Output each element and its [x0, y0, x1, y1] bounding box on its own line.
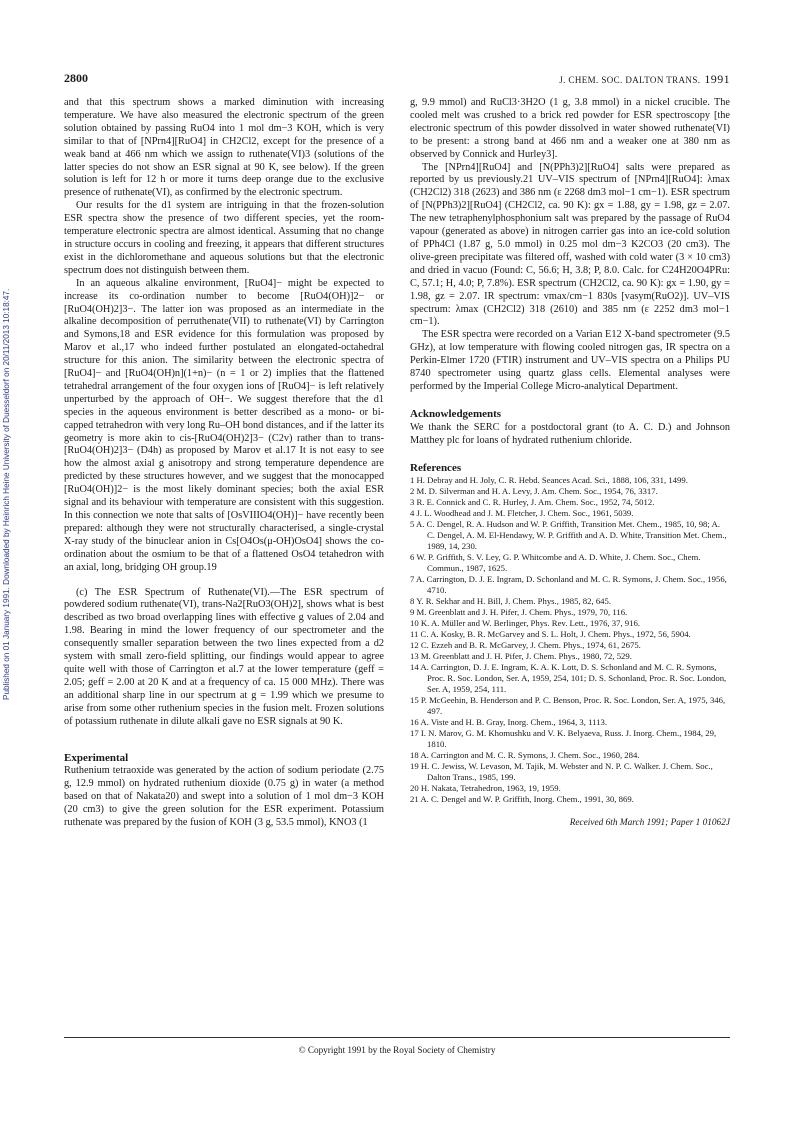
paragraph: and that this spectrum shows a marked diminution with increasing temperature. We have also measured the electronic spectrum of the green solution obtained by passing RuO4 into 1 mol dm−3 KOH, which is very similar to that of [NPrn4][RuO4] in CH2Cl2, except for the presence of a weak band at 466 nm which we assign to ruthenate(VI)3 (solutions of the latter species do not show an ESR signal at 90 K, see below). If the green solution is left for 12 h or more it turns deep orange due to the exclusive presence of ruthenate(VI), as confirmed by the electronic spectrum. — [64, 97, 384, 199]
experimental-heading: Experimental — [64, 751, 129, 764]
journal-title — [559, 72, 730, 87]
left-column — [64, 97, 384, 830]
paragraph: (c) The ESR Spectrum of Ruthenate(VI).—The ESR spectrum of powdered sodium ruthenate(VI), trans-Na2[RuO3(OH)2], shows what is best described as two broad overlapping lines with effective g values of 2.04 and 1.98. Bearing in mind the lower frequency of our spectrometer and the consequently smaller separation between the two lines expected from a d2 system with small zero-field splitting, our findings would appear to agree quite well with those of Carrington et al.7 at the lower temperature (geff = 2.05; geff = 2.00 at 20 K and at a frequency of ca. 15 000 MHz). There was an additional sharp line in our spectrum at g = 1.99 which we presume to arise from some other ruthenium species in the fusion melt. Frozen solutions of potassium ruthenate in dilute alkali gave no ESR signals at 90 K. — [64, 586, 384, 727]
download-stamp: Published on 01 January 1991. Downloaded by Heinrich Heine University of Duesseldorf on 20/11/2013 10:18:47. — [2, 288, 11, 700]
reference-list — [410, 475, 730, 805]
reference-item: 16 A. Viste and H. B. Gray, Inorg. Chem., 1964, 3, 1113. — [410, 717, 608, 728]
paragraph: The [NPrn4][RuO4] and [N(PPh3)2][RuO4] salts were prepared as reported by us previously.21 UV–VIS spectrum of [NPrn4][RuO4]: λmax (CH2Cl2) 318 (2623) and 386 nm (ε 2268 dm3 mol−1 cm−1). ESR spectrum of [N(PPh3)2][RuO4] (CH2Cl2, ca. 90 K): gx = 1.88, gy = 1.98, gz = 2.07. The new tetraphenylphosphonium salt was prepared by the passage of RuO4 vapour (generated as above) in nitrogen carrier gas into an ice-cold solution of PPh4Cl (1.87 g, 5.0 mmol) in 0.25 mol dm−3 K2CO3 (20 cm3). The olive-green precipitate was filtered off, washed with cold water (3 × 10 cm3) and dried in vacuo (Found: C, 56.6; H, 3.8; P, 8.0. Calc. for C24H20O4PRu: C, 57.1; H, 4.0; P, 7.8%). ESR spectrum (CH2Cl2, ca. 90 K): gx = 1.90, gy = 1.98, gz = 2.07. IR spectrum: vmax/cm−1 830s [vasym(RuO2)]. UV–VIS spectrum: λmax (CH2Cl2) 318 (2610) and 385 nm (ε 2252 dm3 mol−1 cm−1). — [410, 161, 730, 328]
copyright-notice: © Copyright 1991 by the Royal Society of Chemistry — [298, 1045, 496, 1055]
received-line: Received 6th March 1991; Paper 1 01062J — [569, 818, 730, 829]
reference-item: 18 A. Carrington and M. C. R. Symons, J. Chem. Soc., 1960, 284. — [410, 750, 640, 761]
reference-item: 17 I. N. Marov, G. M. Khomushku and V. K. Belyaeva, Russ. J. Inorg. Chem., 1984, 29, 1810. — [410, 728, 717, 750]
page-number: 2800 — [64, 71, 88, 85]
acknowledgements-text: We thank the SERC for a postdoctoral grant (to A. C. D.) and Johnson Matthey plc for loans of hydrated ruthenium chloride. — [410, 421, 730, 446]
reference-item: 11 C. A. Kosky, B. R. McGarvey and S. L. Holt, J. Chem. Phys., 1972, 56, 5904. — [410, 629, 691, 640]
reference-item: 21 A. C. Dengel and W. P. Griffith, Inorg. Chem., 1991, 30, 869. — [410, 794, 634, 805]
reference-item: 1 H. Debray and H. Joly, C. R. Hebd. Seances Acad. Sci., 1888, 106, 331, 1499. — [410, 475, 688, 486]
reference-item: 5 A. C. Dengel, R. A. Hudson and W. P. Griffith, Transition Met. Chem., 1985, 10, 98; A. C. Dengel, A. M. El-Hendawy, W. P. Griffith and A. D. White, Transition Met. Chem., 1989, 14, 230. — [410, 519, 727, 552]
journal-year: 1991 — [704, 72, 730, 86]
reference-item: 19 H. C. Jewiss, W. Levason, M. Tajik, M. Webster and N. P. C. Walker. J. Chem. Soc., Dalton Trans., 1985, 199. — [410, 761, 713, 783]
page-header — [64, 71, 730, 87]
reference-item: 10 K. A. Müller and W. Berlinger, Phys. Rev. Lett., 1976, 37, 916. — [410, 618, 641, 629]
paragraph: The ESR spectra were recorded on a Varian E12 X-band spectrometer (9.5 GHz), at low temperature with flowing cooled nitrogen gas, IR spectra on a Perkin-Elmer 1720 (FTIR) instrument and UV–VIS spectra on a Philips PU 8740 spectrometer using quartz glass cells. Elemental analyses were performed by the Imperial College Micro-analytical Department. — [410, 329, 730, 392]
reference-item: 15 P. McGeehin, B. Henderson and P. C. Benson, Proc. R. Soc. London, Ser. A, 1975, 346, 497. — [410, 695, 726, 717]
reference-item: 20 H. Nakata, Tetrahedron, 1963, 19, 1959. — [410, 783, 561, 794]
references-heading: References — [410, 461, 462, 474]
reference-item: 8 Y. R. Sekhar and H. Bill, J. Chem. Phys., 1985, 82, 645. — [410, 596, 612, 607]
page-footer — [64, 1037, 730, 1055]
reference-item: 14 A. Carrington, D. J. E. Ingram, K. A. K. Lott, D. S. Schonland and M. C. R. Symons, Proc. R. Soc. London, Ser. A, 1959, 254, 101; D. S. Schonland, Proc. R. Soc. London, Ser. A, 1959, 254, 111. — [410, 662, 727, 695]
paragraph: In an aqueous alkaline environment, [RuO4]− might be expected to increase its co-ordination number to become [RuO4(OH)]2− or [RuO4(OH)2]3−. The latter ion was proposed as an intermediate in the alkaline decomposition of perruthenate(VII) to ruthenate(VI) by Carrington and Symons,18 and ESR evidence for this formulation was proposed by Marov et al.,17 who indeed further postulated an elongated-octahedral structure for this anion. The similarity between the electronic spectra of [RuO4]− and [RuO4(OH)n](1+n)− (n = 1 or 2) implies that the flattened tetrahedral arrangement of the four oxygen ions of [RuO4]− is left relatively unperturbed by the approach of OH−. We suggest therefore that the d1 species in the aqueous environment is better described as a mono- or bi-capped tetrahedron with very long Ru–OH bond distances, and if the latter its geometry is more akin to cis-[RuO4(OH)2]3− (C2v) rather than to trans-[RuO4(OH)2]3− (D4h) as proposed by Marov et al.17 It is not easy to see how the almost axial g anisotropy and strong temperature dependence are predicted by these structures however, and we suggest that the monocapped [RuO4(OH)]2− is the most likely dominant species; both the axial ESR signal and its behaviour with temperature are consistent with this suggestion. In this connection we note that salts of [OsVIIIO4(OH)]− have recently been prepared: although they were not structurally characterised, a single-crystal X-ray study of the binuclear anion in Cs[O4Os(μ-OH)OsO4] shows the co-ordination about the osmium to be that of a flattened OsO4 tetahedron with an axial, long, bridging OH group.19 — [64, 277, 384, 573]
reference-item: 2 M. D. Silverman and H. A. Levy, J. Am. Chem. Soc., 1954, 76, 3317. — [410, 486, 658, 497]
journal-name: J. CHEM. SOC. DALTON TRANS. — [559, 75, 701, 85]
reference-item: 12 C. Ezzeh and B. R. McGarvey, J. Chem. Phys., 1974, 61, 2675. — [410, 640, 641, 651]
experimental-text: Ruthenium tetraoxide was generated by the action of sodium periodate (2.75 g, 12.9 mmol) on hydrated ruthenium dioxide (0.75 g) in water (a method based on that of Nakata20) and swept into a solution of 1 mol dm−3 KOH (20 cm3) to give the green solution for the ESR experiment. Potassium ruthenate was prepared by the fusion of KOH (3 g, 53.5 mmol), KNO3 (1 — [64, 765, 384, 829]
paragraph: Our results for the d1 system are intriguing in that the frozen-solution ESR spectra show the presence of two different species, yet the room-temperature electronic spectra are almost identical. Assuming that no change in structure occurs in cooling and freezing, it appears that different structures exist in the dichloromethane and aqueous solutions but that the electronic spectrum does not distinguish between them. — [64, 200, 384, 276]
reference-item: 6 W. P. Griffith, S. V. Ley, G. P. Whitcombe and A. D. White, J. Chem. Soc., Chem. Commun., 1987, 1625. — [410, 552, 701, 574]
reference-item: 7 A. Carrington, D. J. E. Ingram, D. Schonland and M. C. R. Symons, J. Chem. Soc., 1956, 4710. — [410, 574, 727, 596]
paragraph: g, 9.9 mmol) and RuCl3·3H2O (1 g, 3.8 mmol) in a nickel crucible. The cooled melt was crushed to a brick red powder for ESR spectroscopy [the electronic spectrum of this powder dissolved in water showed ruthenate(VI) to be present: a strong band at 466 nm and a weaker one at 380 nm as observed by Connick and Hurley3]. — [410, 97, 730, 160]
right-column — [410, 97, 730, 830]
acknowledgements-heading: Acknowledgements — [410, 407, 502, 420]
reference-item: 3 R. E. Connick and C. R. Hurley, J. Am. Chem. Soc., 1952, 74, 5012. — [410, 497, 655, 508]
reference-item: 9 M. Greenblatt and J. H. Pifer, J. Chem. Phys., 1979, 70, 116. — [410, 607, 628, 618]
reference-item: 13 M. Greenblatt and J. H. Pifer, J. Chem. Phys., 1980, 72, 529. — [410, 651, 632, 662]
reference-item: 4 J. L. Woodhead and J. M. Fletcher, J. Chem. Soc., 1961, 5039. — [410, 508, 634, 519]
